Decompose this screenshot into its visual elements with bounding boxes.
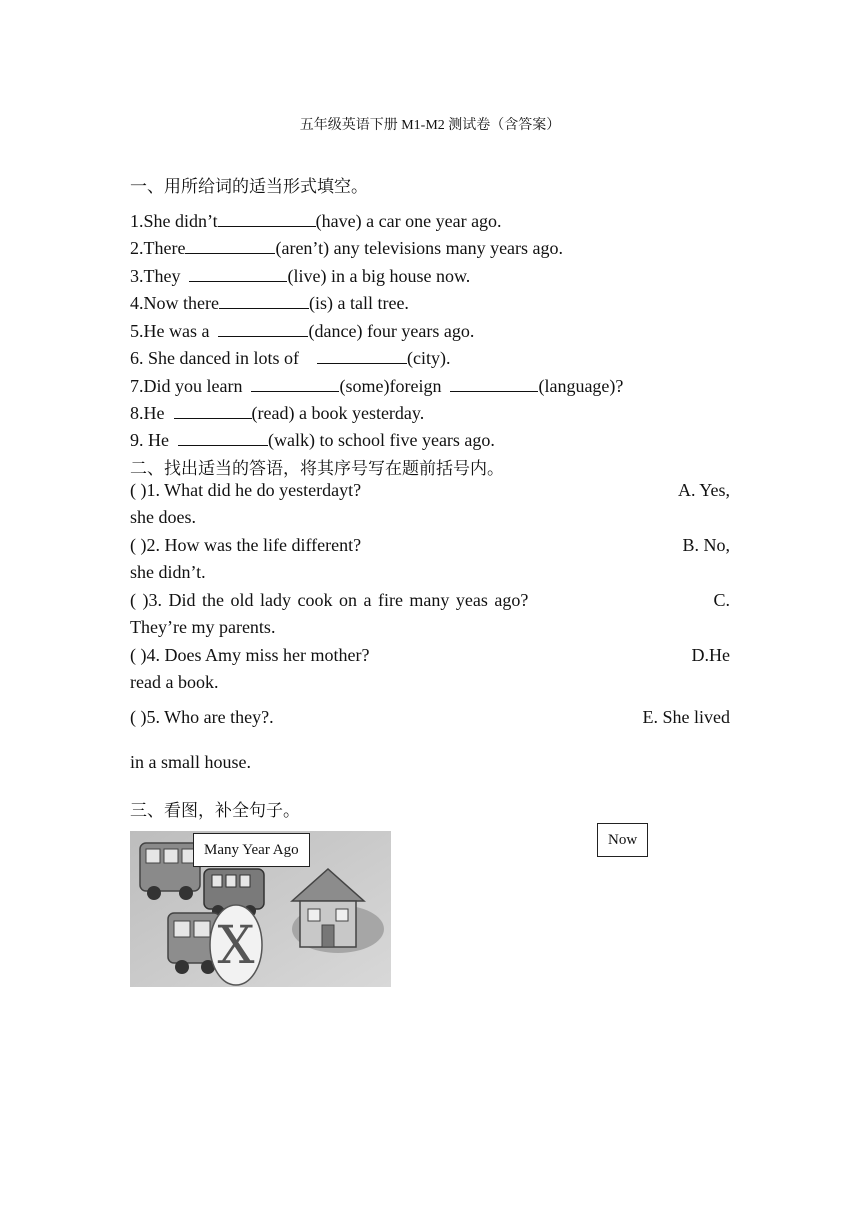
bus-icon [140,843,200,900]
answer-blank[interactable] [185,239,275,254]
label-now: Now [597,823,648,857]
fill-item-text: 2.There [130,238,186,258]
fill-item-text: 3.They [130,266,181,286]
fill-item-text: 6. She danced in lots of [130,348,299,368]
match-answer-b-cont: she didn’t. [130,562,206,582]
answer-blank[interactable] [218,212,316,227]
fill-item-text: (read) a book yesterday. [251,403,425,423]
match-question-2: ( )2. How was the life different? [130,535,362,555]
match-answer-e: E. She lived [642,707,730,727]
fill-item-text: (language)? [538,376,624,396]
section3-heading: 三、看图，补全句子。 [130,801,300,821]
answer-blank[interactable] [219,294,309,309]
match-question-3: ( )3. Did the old lady cook on a fire many yeas ago? [130,590,529,610]
fill-item-4 [130,293,409,314]
match-answer-d: D.He [691,645,730,665]
fill-item-1 [130,211,502,232]
section1-heading: 一、用所给词的适当形式填空。 [130,177,368,197]
fill-item-6 [130,348,450,369]
cross-mark: X [217,916,255,976]
fill-item-text: 1.She didn’t [130,211,218,231]
answer-blank[interactable] [317,349,407,364]
answer-blank[interactable] [178,431,268,446]
answer-blank[interactable] [251,377,339,392]
fill-item-2 [130,238,563,259]
answer-blank[interactable] [189,267,287,282]
fill-item-text: 9. He [130,430,169,450]
section2-heading: 二、找出适当的答语，将其序号写在题前括号内。 [130,459,504,479]
fill-item-text: (some)foreign [339,376,442,396]
fill-item-text: 8.He [130,403,165,423]
match-question-5: ( )5. Who are they?. [130,707,274,727]
match-answer-b: B. No, [682,535,730,555]
answer-blank[interactable] [218,322,308,337]
fill-item-text: (is) a tall tree. [308,293,409,313]
fill-item-text: (live) in a big house now. [287,266,471,286]
page-title: 五年级英语下册 M1-M2 测试卷（含答案） [299,118,561,133]
match-answer-a: A. Yes, [677,480,730,500]
match-answer-a-cont: she does. [130,507,196,527]
match-answer-e-cont: in a small house. [130,752,251,772]
fill-item-text: (dance) four years ago. [308,321,475,341]
match-answer-c: C. [713,590,730,610]
fill-item-9 [130,430,495,451]
fill-item-text: (have) a car one year ago. [315,211,502,231]
fill-item-text: (aren’t) any televisions many years ago. [275,238,564,258]
answer-blank[interactable] [450,377,538,392]
fill-item-text: 7.Did you learn [130,376,243,396]
fill-item-text: (city). [406,348,451,368]
fill-item-text: (walk) to school five years ago. [268,430,495,450]
fill-item-7 [130,376,623,397]
cross-sign-icon [210,905,262,985]
match-answer-c-cont: They’re my parents. [130,617,276,637]
fill-item-3 [130,266,470,287]
fill-item-8 [130,403,424,424]
fill-item-5 [130,321,474,342]
many-years-ago-picture [130,831,391,987]
answer-blank[interactable] [174,404,252,419]
match-answer-d-cont: read a book. [130,672,219,692]
label-many-years-ago: Many Year Ago [193,833,310,867]
match-question-4: ( )4. Does Amy miss her mother? [130,645,370,665]
match-question-1: ( )1. What did he do yesterdayt? [130,480,362,500]
fill-item-text: 5.He was a [130,321,210,341]
fill-item-text: 4.Now there [130,293,219,313]
